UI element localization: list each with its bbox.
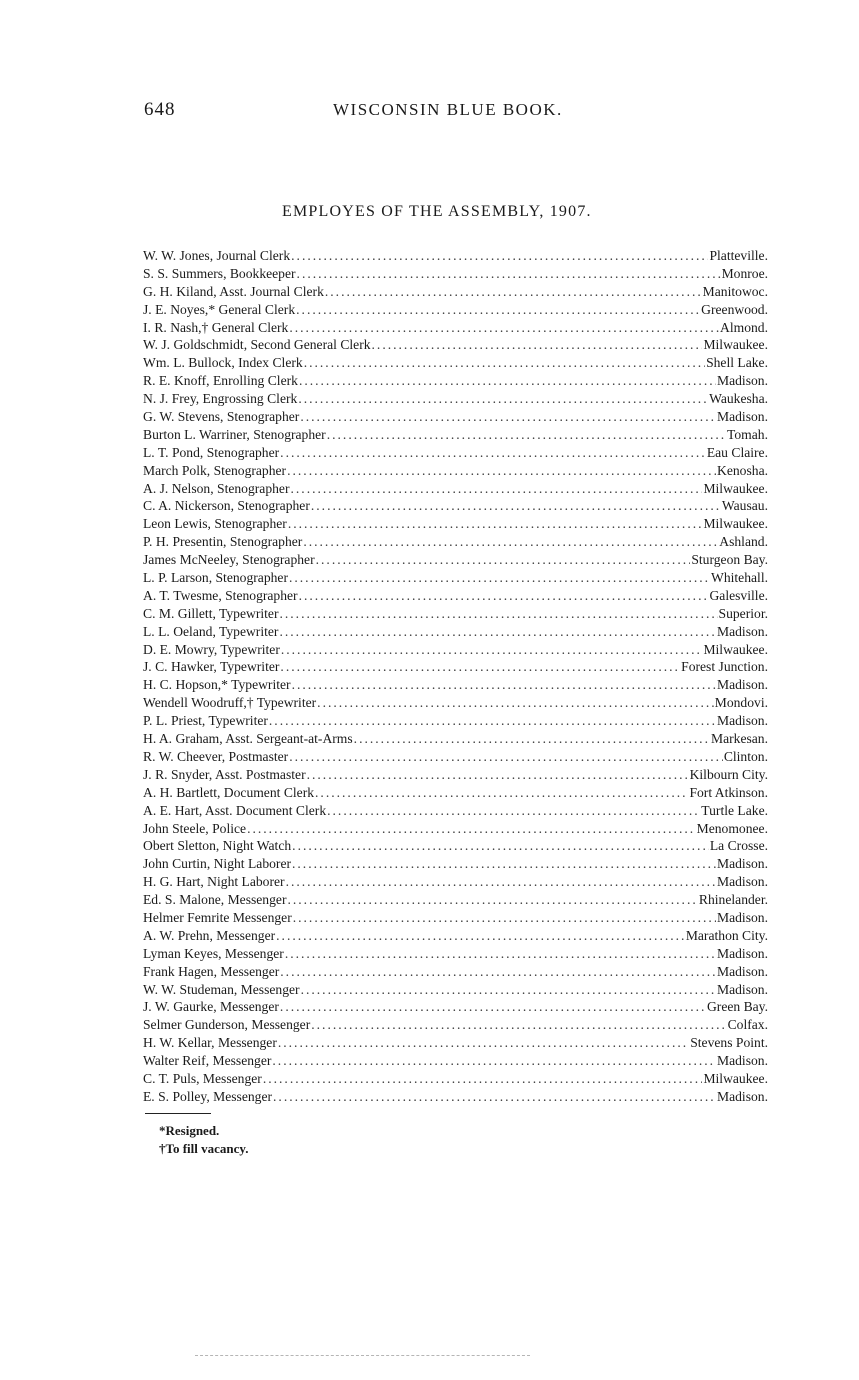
- employee-name-title: P. H. Presentin, Stenographer: [143, 534, 303, 550]
- employee-residence: Madison.: [717, 909, 768, 925]
- dot-leader: [269, 712, 716, 730]
- roster-row: [143, 408, 768, 426]
- employee-name-title: C. T. Puls, Messenger: [143, 1070, 262, 1086]
- employee-name-title: A. E. Hart, Asst. Document Clerk: [143, 802, 327, 818]
- dot-leader: [288, 515, 703, 533]
- roster-row: [143, 247, 768, 265]
- dot-leader: [279, 605, 717, 623]
- employee-residence: Madison.: [717, 945, 768, 961]
- roster-row: [143, 1070, 768, 1088]
- employee-name-title: John Steele, Police: [143, 820, 247, 836]
- employee-name-title: I. R. Nash,† General Clerk: [143, 319, 289, 335]
- dot-leader: [273, 1088, 716, 1106]
- employee-residence: Markesan.: [711, 731, 768, 747]
- employee-residence: Madison.: [717, 373, 768, 389]
- employee-residence: Madison.: [717, 874, 768, 890]
- footnotes: [159, 1122, 248, 1158]
- employee-residence: Clinton.: [723, 748, 768, 764]
- employee-name-title: Obert Sletton, Night Watch: [143, 838, 292, 854]
- roster-row: [143, 676, 768, 694]
- roster-row: [143, 945, 768, 963]
- roster-row: [143, 480, 768, 498]
- employee-name-title: H. A. Graham, Asst. Sergeant-at-Arms: [143, 731, 353, 747]
- employee-residence: Madison.: [717, 1088, 768, 1104]
- employee-name-title: G. W. Stevens, Stenographer: [143, 409, 300, 425]
- employee-name-title: Burton L. Warriner, Stenographer: [143, 426, 326, 442]
- dot-leader: [292, 855, 716, 873]
- dot-leader: [372, 336, 703, 354]
- dot-leader: [247, 820, 696, 838]
- employee-name-title: H. G. Hart, Night Laborer: [143, 874, 285, 890]
- employee-name-title: John Curtin, Night Laborer: [143, 856, 291, 872]
- employee-name-title: R. W. Cheever, Postmaster: [143, 748, 289, 764]
- dot-leader: [280, 963, 716, 981]
- employee-residence: Shell Lake.: [706, 355, 768, 371]
- roster-row: [143, 533, 768, 551]
- roster-row: [143, 641, 768, 659]
- employee-name-title: J. C. Hawker, Typewriter: [143, 659, 280, 675]
- roster-row: [143, 820, 768, 838]
- roster-row: [143, 515, 768, 533]
- employee-name-title: H. W. Kellar, Messenger: [143, 1035, 277, 1051]
- roster-row: [143, 569, 768, 587]
- dot-leader: [325, 283, 702, 301]
- roster-row: [143, 265, 768, 283]
- dot-leader: [281, 641, 703, 659]
- roster-row: [143, 730, 768, 748]
- employee-residence: Manitowoc.: [702, 283, 768, 299]
- dot-leader: [297, 265, 721, 283]
- employee-name-title: Selmer Gunderson, Messenger: [143, 1017, 311, 1033]
- dot-leader: [317, 694, 714, 712]
- roster-row: [143, 998, 768, 1016]
- employee-name-title: A. J. Nelson, Stenographer: [143, 480, 290, 496]
- roster-row: [143, 1052, 768, 1070]
- footnote-resigned: *Resigned.: [159, 1123, 220, 1138]
- dot-leader: [286, 873, 716, 891]
- employee-residence: Green Bay.: [706, 999, 768, 1015]
- dot-leader: [276, 927, 685, 945]
- dot-leader: [299, 587, 709, 605]
- employee-residence: Almond.: [720, 319, 768, 335]
- employee-name-title: Leon Lewis, Stenographer: [143, 516, 287, 532]
- employee-residence: Superior.: [718, 605, 768, 621]
- employee-name-title: L. L. Oeland, Typewriter: [143, 623, 279, 639]
- employee-residence: Turtle Lake.: [701, 802, 768, 818]
- employee-name-title: H. C. Hopson,* Typewriter: [143, 677, 291, 693]
- roster-row: [143, 587, 768, 605]
- employee-residence: Milwaukee.: [703, 1070, 768, 1086]
- employee-residence: Madison.: [717, 963, 768, 979]
- dot-leader: [304, 354, 705, 372]
- roster-row: [143, 837, 768, 855]
- dot-leader: [311, 1016, 726, 1034]
- dot-leader: [327, 426, 726, 444]
- employee-residence: Colfax.: [727, 1017, 768, 1033]
- employee-residence: Madison.: [717, 981, 768, 997]
- roster-row: [143, 766, 768, 784]
- roster-row: [143, 301, 768, 319]
- roster-row: [143, 1034, 768, 1052]
- employee-name-title: March Polk, Stenographer: [143, 462, 287, 478]
- employee-name-title: W. W. Jones, Journal Clerk: [143, 248, 291, 263]
- employee-residence: Platteville.: [709, 248, 768, 263]
- running-title: WISCONSIN BLUE BOOK.: [333, 100, 563, 119]
- dot-leader: [278, 1034, 689, 1052]
- employee-residence: Menomonee.: [696, 820, 768, 836]
- dot-leader: [300, 408, 716, 426]
- roster-row: [143, 712, 768, 730]
- roster-row: [143, 694, 768, 712]
- roster-row: [143, 444, 768, 462]
- roster-row: [143, 855, 768, 873]
- employee-name-title: L. T. Pond, Stenographer: [143, 444, 280, 460]
- employee-name-title: D. E. Mowry, Typewriter: [143, 641, 280, 657]
- employee-name-title: J. R. Snyder, Asst. Postmaster: [143, 766, 306, 782]
- employee-name-title: L. P. Larson, Stenographer: [143, 570, 288, 586]
- employee-residence: Greenwood.: [701, 301, 768, 317]
- dot-leader: [292, 676, 716, 694]
- roster-row: [143, 426, 768, 444]
- employee-name-title: Walter Reif, Messenger: [143, 1053, 272, 1069]
- employee-residence: Mondovi.: [714, 695, 768, 711]
- dot-leader: [303, 533, 718, 551]
- employee-residence: La Crosse.: [709, 838, 768, 854]
- employee-residence: Madison.: [717, 1053, 768, 1069]
- roster-row: [143, 891, 768, 909]
- employee-name-title: E. S. Polley, Messenger: [143, 1088, 273, 1104]
- dot-leader: [292, 837, 709, 855]
- employee-residence: Madison.: [717, 623, 768, 639]
- dot-leader: [315, 784, 688, 802]
- roster-row: [143, 748, 768, 766]
- employee-residence: Milwaukee.: [703, 641, 768, 657]
- employee-residence: Monroe.: [721, 265, 768, 281]
- employee-name-title: C. M. Gillett, Typewriter: [143, 605, 279, 621]
- employee-residence: Madison.: [717, 409, 768, 425]
- roster-row: [143, 605, 768, 623]
- roster-row: [143, 784, 768, 802]
- dot-leader: [354, 730, 710, 748]
- roster-row: [143, 873, 768, 891]
- employee-name-title: Ed. S. Malone, Messenger: [143, 892, 287, 908]
- dot-leader: [299, 372, 716, 390]
- roster-row: [143, 1088, 768, 1106]
- dot-leader: [301, 981, 716, 999]
- employee-residence: Whitehall.: [711, 570, 768, 586]
- roster-row: [143, 372, 768, 390]
- employee-name-title: P. L. Priest, Typewriter: [143, 713, 268, 729]
- employee-name-title: A. W. Prehn, Messenger: [143, 927, 276, 943]
- employee-name-title: Wm. L. Bullock, Index Clerk: [143, 355, 303, 371]
- dot-leader: [307, 766, 689, 784]
- roster-row: [143, 981, 768, 999]
- dot-leader: [289, 748, 723, 766]
- page-number: 648: [144, 99, 176, 120]
- roster-row: [143, 963, 768, 981]
- employee-name-title: J. W. Gaurke, Messenger: [143, 999, 279, 1015]
- employee-residence: Milwaukee.: [703, 337, 768, 353]
- section-title: EMPLOYES OF THE ASSEMBLY, 1907.: [282, 203, 592, 220]
- employee-name-title: A. H. Bartlett, Document Clerk: [143, 784, 315, 800]
- roster-row: [143, 390, 768, 408]
- employee-residence: Sturgeon Bay.: [691, 552, 768, 568]
- dot-leader: [316, 551, 691, 569]
- dot-leader: [279, 623, 716, 641]
- dot-leader: [263, 1070, 703, 1088]
- roster-row: [143, 319, 768, 337]
- dot-leader: [280, 444, 706, 462]
- employee-residence: Madison.: [717, 856, 768, 872]
- dot-leader: [289, 569, 710, 587]
- dot-leader: [287, 462, 716, 480]
- dot-leader: [280, 998, 706, 1016]
- dot-leader: [285, 945, 716, 963]
- dot-leader: [296, 301, 700, 319]
- footer-rule: [195, 1355, 530, 1356]
- employee-residence: Wausau.: [721, 498, 768, 514]
- dot-leader: [289, 319, 719, 337]
- roster-row: [143, 802, 768, 820]
- employee-residence: Stevens Point.: [690, 1035, 768, 1051]
- employee-name-title: S. S. Summers, Bookkeeper: [143, 265, 296, 281]
- employee-residence: Rhinelander.: [698, 892, 768, 908]
- dot-leader: [280, 658, 680, 676]
- employee-residence: Ashland.: [719, 534, 768, 550]
- dot-leader: [327, 802, 700, 820]
- footnote-vacancy: †To fill vacancy.: [159, 1141, 249, 1156]
- footnote-divider: [145, 1113, 211, 1114]
- roster-row: [143, 283, 768, 301]
- roster-row: [143, 909, 768, 927]
- employee-residence: Marathon City.: [685, 927, 768, 943]
- employee-roster: [143, 247, 768, 1106]
- employee-residence: Milwaukee.: [703, 480, 768, 496]
- employee-name-title: R. E. Knoff, Enrolling Clerk: [143, 373, 298, 389]
- dot-leader: [293, 909, 716, 927]
- employee-name-title: N. J. Frey, Engrossing Clerk: [143, 391, 298, 407]
- roster-row: [143, 623, 768, 641]
- roster-row: [143, 354, 768, 372]
- employee-residence: Kenosha.: [717, 462, 768, 478]
- roster-row: [143, 462, 768, 480]
- dot-leader: [272, 1052, 716, 1070]
- employee-name-title: A. T. Twesme, Stenographer: [143, 587, 298, 603]
- roster-row: [143, 497, 768, 515]
- employee-name-title: Wendell Woodruff,† Typewriter: [143, 695, 317, 711]
- employee-residence: Galesville.: [709, 587, 768, 603]
- dot-leader: [291, 480, 703, 498]
- roster-row: [143, 551, 768, 569]
- employee-residence: Forest Junction.: [681, 659, 768, 675]
- employee-residence: Eau Claire.: [706, 444, 768, 460]
- employee-residence: Waukesha.: [709, 391, 768, 407]
- employee-name-title: C. A. Nickerson, Stenographer: [143, 498, 310, 514]
- dot-leader: [311, 497, 721, 515]
- employee-residence: Kilbourn City.: [689, 766, 768, 782]
- employee-name-title: Lyman Keyes, Messenger: [143, 945, 284, 961]
- roster-row: [143, 1016, 768, 1034]
- dot-leader: [287, 891, 697, 909]
- employee-residence: Fort Atkinson.: [689, 784, 768, 800]
- employee-name-title: G. H. Kiland, Asst. Journal Clerk: [143, 283, 324, 299]
- employee-residence: Madison.: [717, 677, 768, 693]
- employee-residence: Milwaukee.: [703, 516, 768, 532]
- employee-name-title: Helmer Femrite Messenger: [143, 909, 292, 925]
- dot-leader: [291, 247, 708, 265]
- dot-leader: [298, 390, 708, 408]
- employee-residence: Tomah.: [727, 426, 768, 442]
- roster-row: [143, 336, 768, 354]
- employee-name-title: W. W. Studeman, Messenger: [143, 981, 300, 997]
- employee-name-title: W. J. Goldschmidt, Second General Clerk: [143, 337, 371, 353]
- roster-row: [143, 927, 768, 945]
- employee-name-title: Frank Hagen, Messenger: [143, 963, 280, 979]
- employee-residence: Madison.: [717, 713, 768, 729]
- employee-name-title: James McNeeley, Stenographer: [143, 552, 315, 568]
- roster-row: [143, 658, 768, 676]
- employee-name-title: J. E. Noyes,* General Clerk: [143, 301, 296, 317]
